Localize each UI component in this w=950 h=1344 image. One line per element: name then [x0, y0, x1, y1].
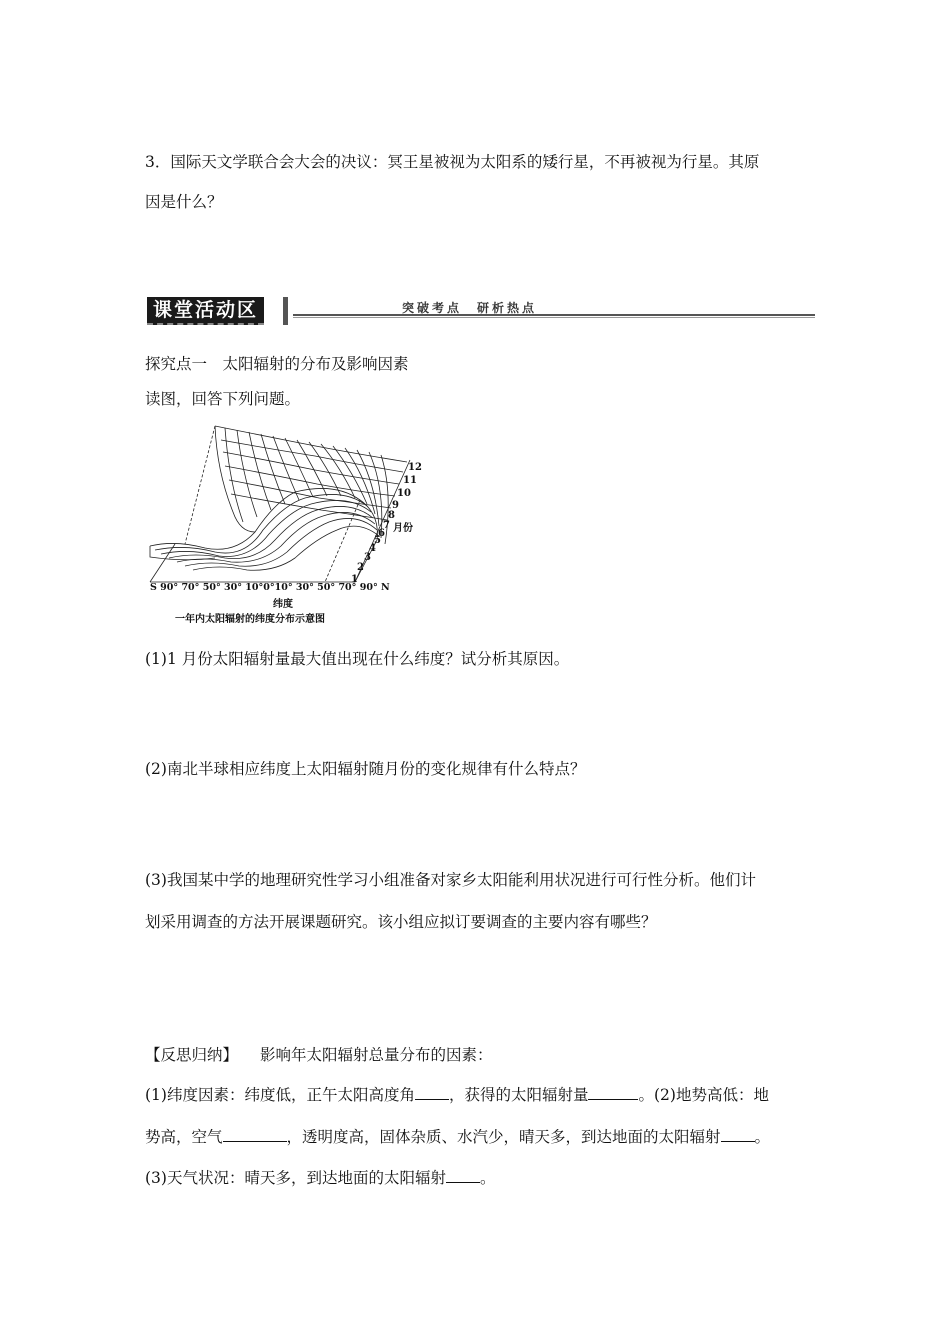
solar-radiation-figure: [145, 422, 435, 630]
summary-line3: [145, 1168, 495, 1188]
month-label-7: 7: [383, 520, 390, 531]
figure-caption: 一年内太阳辐射的纬度分布示意图: [175, 614, 325, 625]
month-axis-label: 月份: [393, 523, 413, 534]
summary-text: ，透明度高，固体杂质、水汽少，晴天多，到达地面的太阳辐射: [286, 1128, 721, 1146]
section-heading: 探究点一 太阳辐射的分布及影响因素: [145, 355, 409, 373]
summary-intro: 影响年太阳辐射总量分布的因素：: [260, 1046, 493, 1064]
summary-text: ，获得的太阳辐射量: [448, 1086, 589, 1104]
summary-text: 。: [479, 1169, 496, 1187]
summary-text: 。: [754, 1128, 771, 1146]
latitude-axis-label: 纬度: [273, 599, 293, 610]
section-instruction: 读图，回答下列问题。: [145, 390, 301, 408]
month-label-3: 3: [364, 552, 371, 563]
month-label-4: 4: [369, 543, 376, 554]
question-3-sub-line1: (3)我国某中学的地理研究性学习小组准备对家乡太阳能利用状况进行可行性分析。他们计: [145, 871, 756, 889]
month-label-9: 9: [392, 500, 399, 511]
banner-rule: [293, 314, 815, 316]
question-3-line2: 因是什么？: [145, 193, 223, 211]
section-banner: [145, 293, 815, 327]
month-label-8: 8: [388, 510, 395, 521]
question-3-sub-line2: 划采用调查的方法开展课题研究。该小组应拟订要调查的主要内容有哪些？: [145, 913, 657, 931]
summary-label: 【反思归纳】: [145, 1046, 239, 1064]
month-label-5: 5: [374, 535, 381, 546]
banner-divider: [283, 297, 288, 325]
question-2: (2)南北半球相应纬度上太阳辐射随月份的变化规律有什么特点？: [145, 760, 586, 778]
fill-blank[interactable]: [588, 1085, 638, 1100]
month-label-11: 11: [403, 475, 417, 486]
banner-subtitle: 突破考点 研析热点: [402, 301, 538, 315]
summary-line2: [145, 1127, 770, 1147]
banner-rule-thin: [293, 317, 815, 318]
summary-text: 势高，空气: [145, 1128, 223, 1146]
summary-text: (3)天气状况：晴天多，到达地面的太阳辐射: [145, 1169, 446, 1187]
question-3-line1: 3．国际天文学联合会大会的决议：冥王星被视为太阳系的矮行星，不再被视为行星。其原: [145, 153, 760, 171]
summary-text: 。(2)地势高低：地: [638, 1086, 769, 1104]
summary-heading: [145, 1045, 493, 1065]
month-label-6: 6: [378, 528, 385, 539]
fill-blank[interactable]: [721, 1127, 755, 1142]
summary-line1: [145, 1085, 769, 1105]
month-label-2: 2: [357, 562, 364, 573]
question-1: (1)1 月份太阳辐射量最大值出现在什么纬度？试分析其原因。: [145, 650, 570, 668]
month-label-1: 1: [351, 574, 358, 585]
latitude-tick-labels: S 90° 70° 50° 30° 10°0°10° 30° 50° 70° 90° N: [150, 582, 390, 593]
summary-text: (1)纬度因素：纬度低，正午太阳高度角: [145, 1086, 415, 1104]
banner-title: 课堂活动区: [147, 297, 264, 325]
fill-blank[interactable]: [223, 1127, 287, 1142]
month-label-12: 12: [408, 462, 422, 473]
month-label-10: 10: [397, 488, 411, 499]
fill-blank[interactable]: [446, 1168, 480, 1183]
fill-blank[interactable]: [415, 1085, 449, 1100]
